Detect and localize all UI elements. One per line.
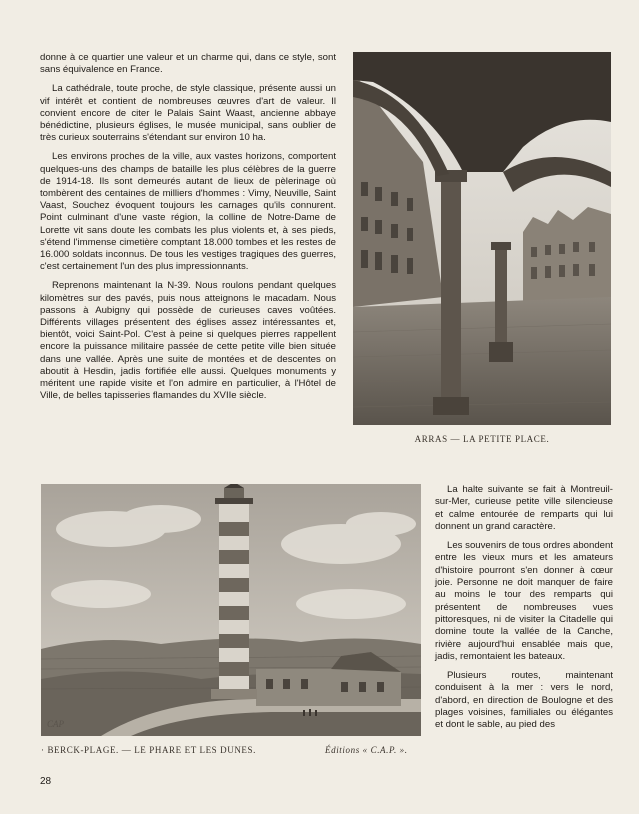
left-text-column bbox=[40, 52, 336, 409]
berck-caption: · BERCK-PLAGE. — LE PHARE ET LES DUNES. bbox=[41, 745, 256, 755]
paragraph: La halte suivante se fait à Montreuil-sur-Mer, curieuse petite ville silencieuse et calme entourée de remparts qui lui donnent un grand caractère. bbox=[435, 484, 613, 532]
berck-photo-illustration bbox=[41, 484, 421, 736]
right-text-column bbox=[435, 484, 613, 739]
paragraph: Les souvenirs de tous ordres abondent entre les vieux murs et les amateurs d'histoire pourront s'en donner à cœur joie. Personne ne doit manquer de faire au moins le tour des remparts qui présentent de nombreuses vues pittoresques, ni de visiter la Citadelle qui domine toute la vallée de la Canche, rivière aujourd'hui ensablée mais que, jadis, remontaient les bateaux. bbox=[435, 540, 613, 662]
page-number: 28 bbox=[40, 776, 52, 787]
paragraph: La cathédrale, toute proche, de style classique, présente aussi un vif intérêt et contient de nombreuses œuvres d'art de valeur. Il convient encore de citer le Palais Saint Waast, ancienne abbaye bénédictine, plusieurs églises, le musée municipal, sans oublier de très curieux souterrains s'étendant sur environ 10 ha. bbox=[40, 83, 336, 144]
paragraph: Plusieurs routes, maintenant conduisent à la mer : vers le nord, d'abord, en direction de Boulogne et des plages voisines, familiales ou élégantes et dont le sable, au pied des bbox=[435, 670, 613, 731]
arras-photo-illustration bbox=[353, 52, 611, 425]
berck-photo bbox=[41, 484, 421, 736]
arras-photo bbox=[353, 52, 611, 425]
editions-credit: Éditions « C.A.P. ». bbox=[325, 745, 408, 755]
arras-caption: ARRAS — LA PETITE PLACE. bbox=[414, 434, 550, 444]
paragraph: Les environs proches de la ville, aux vastes horizons, comportent quelques-uns des champs de bataille les plus célèbres de la guerre de 1914-18. Ils sont demeurés autant de lieux de pèlerinage où tombèrent des centaines de milliers d'hommes : Vimy, Neuville, Saint Vaast, Souchez évoquent toujours les carnages qu'ils connurent. Point culminant d'une vaste région, la colline de Notre-Dame de Lorette vit sans doute les combats les plus violents et, à ses pieds, s'étend l'immense cimetière comptant 18.000 tombes et les restes de 16.000 soldats inconnus. De tous les vestiges tragiques des guerres, c'est certainement l'un des plus impressionnants. bbox=[40, 151, 336, 273]
paragraph: Reprenons maintenant la N-39. Nous roulons pendant quelques kilomètres sur des pavés, puis nous atteignons le macadam. Nous passons à Aubigny qui possède de curieuses caves voûtées. Différents villages présentent des églises assez intéressantes et, bientôt, voici Saint-Pol. C'est à peine si quelques pierres rappellent encore la puissance militaire passée de cette petite ville bien située dans une vallée. Après une suite de montées et de descentes on aboutit à Hesdin, jadis fortifiée elle aussi. Quelques monuments y méritent une rapide visite et l'on admire en particulier, à l'Hôtel de Ville, de belles tapisseries flamandes du XVIIe siècle. bbox=[40, 280, 336, 402]
paragraph: donne à ce quartier une valeur et un charme qui, dans ce style, sont sans équivalence en France. bbox=[40, 52, 336, 76]
cap-logo: CAP bbox=[47, 719, 64, 729]
